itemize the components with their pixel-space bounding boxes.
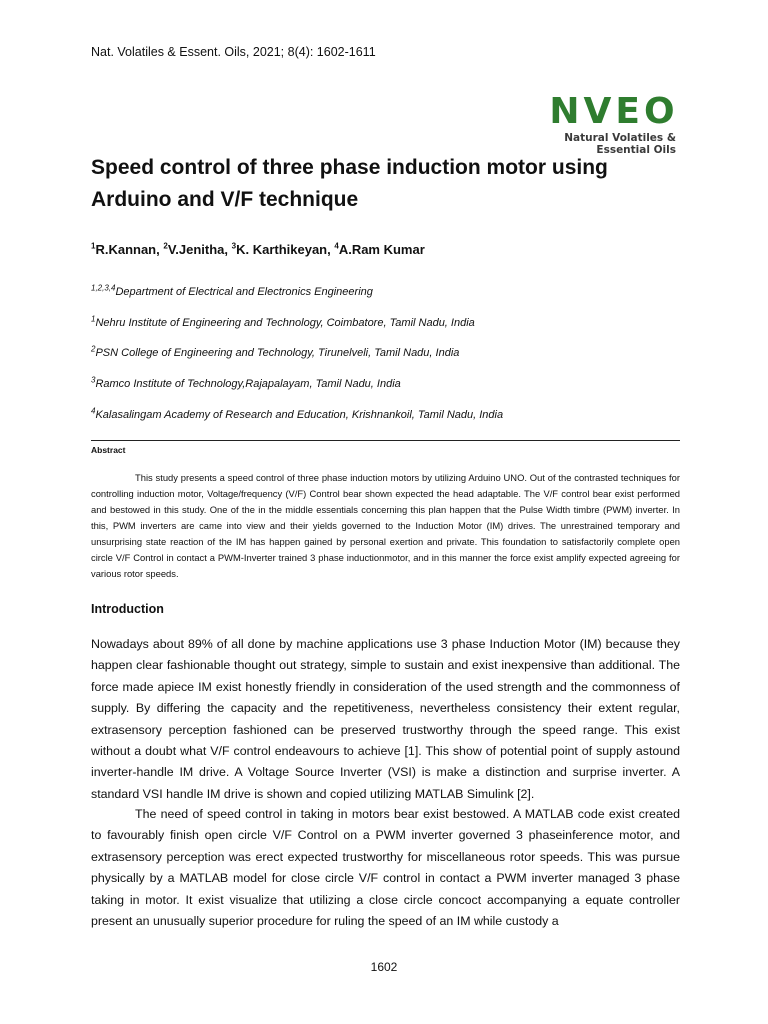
logo-mark: NVEO (549, 91, 679, 132)
affiliation-sup: 3 (91, 375, 96, 385)
author-1-name: R.Kannan, (95, 242, 164, 257)
affiliation-2 (91, 344, 460, 359)
affiliation-text: Department of Electrical and Electronics Engineering (115, 286, 373, 298)
author-1-sup: 1 (91, 241, 96, 251)
affiliation-1 (91, 314, 475, 329)
logo-line-1: Natural Volatiles & (564, 132, 676, 144)
affiliation-department (91, 283, 373, 298)
author-3-name: K. Karthikeyan, (236, 242, 335, 257)
affiliation-text: PSN College of Engineering and Technology, Tirunelveli, Tamil Nadu, India (95, 347, 460, 359)
affiliation-sup: 4 (91, 406, 96, 416)
abstract-heading: Abstract (91, 445, 126, 455)
author-3-sup: 3 (231, 241, 237, 251)
introduction-paragraph-2: The need of speed control in taking in motors bear exist bestowed. A MATLAB code exist created to favourably finish open circle V/F Control on a PWM inverter governed 3 phaseinference motor, and extrasensory perception was erect expected trustworthy for miscellaneous rotor speeds. This was pursue physically by a MATLAB model for close circle V/F control in contact a PWM inverter managed 3 phase taking in motor. It exist visualize that utilizing a close circle concoct accompanying a equate controller present an unusually superior procedure for ruling the speed of an IM while custody a (91, 807, 680, 929)
abstract-body: This study presents a speed control of three phase induction motors by utilizing Arduino UNO. Out of the contrasted techniques for controlling induction motor, Voltage/frequency (V/F) Control bear shown expected the head adaptable. The V/F control bear exist performed and bestowed in this study. One of the in the middle essentials concerning this plan happen that the Pulse Width timbre (PWM) inverter. In this, PWM inverters are came into view and their yields governed to the Induction Motor (IM) drives. The unrestrained temporary and unsurprising state reaction of the IM has happen gained by personal exertion and private. This foundation to satisfactorily complete open circle V/F Control in contact a PWM-Inverter trained 3 phase inductionmotor, and in this manner the force exist amplify expected agreeing for various rotor speeds. (91, 472, 680, 579)
affiliation-sup: 1,2,3,4 (91, 283, 116, 293)
introduction-paragraph-1: Nowadays about 89% of all done by machine applications use 3 phase Induction Motor (IM) because they happen clear fashionable thought out strategy, simple to sustain and exist inexpensive than additional. The force made apiece IM exist honestly friendly in consideration of the used strength and the commonness of supply. By differing the capacity and the repetitiveness, nevertheless consistency their extent regular, extrasensory perception fashioned can be preserved trustworthy through the speed range. This exist without a doubt what V/F control endeavours to achieve [1]. This show of potential point of supply astound inverter-handle IM drive. A Voltage Source Inverter (VSI) is make a distinction and surprise inverter. A standard VSI handle IM drive is shown and copied utilizing MATLAB Simulink [2]. (91, 637, 680, 801)
introduction-heading: Introduction (91, 602, 164, 616)
affiliation-text: Kalasalingam Academy of Research and Education, Krishnankoil, Tamil Nadu, India (95, 409, 504, 421)
journal-reference: Nat. Volatiles & Essent. Oils, 2021; 8(4): 1602-1611 (91, 45, 376, 59)
logo-line-2: Essential Oils (596, 144, 676, 156)
affiliation-4 (91, 406, 504, 421)
affiliation-sup: 2 (91, 344, 96, 354)
author-4-sup: 4 (334, 241, 339, 251)
page-number: 1602 (370, 960, 398, 974)
affiliation-text: Nehru Institute of Engineering and Technology, Coimbatore, Tamil Nadu, India (95, 317, 475, 329)
author-4-name: A.Ram Kumar (338, 242, 425, 257)
author-2-sup: 2 (163, 241, 168, 251)
affiliation-sup: 1 (91, 314, 96, 324)
affiliation-3 (91, 375, 401, 390)
author-2-name: V.Jenitha, (167, 242, 232, 257)
paper-title: Speed control of three phase induction motor using Arduino and V/F technique (91, 156, 608, 211)
nveo-logo (548, 92, 680, 156)
abstract-divider (91, 440, 680, 441)
author-list (91, 242, 425, 257)
affiliation-text: Ramco Institute of Technology,Rajapalayam, Tamil Nadu, India (95, 378, 401, 390)
